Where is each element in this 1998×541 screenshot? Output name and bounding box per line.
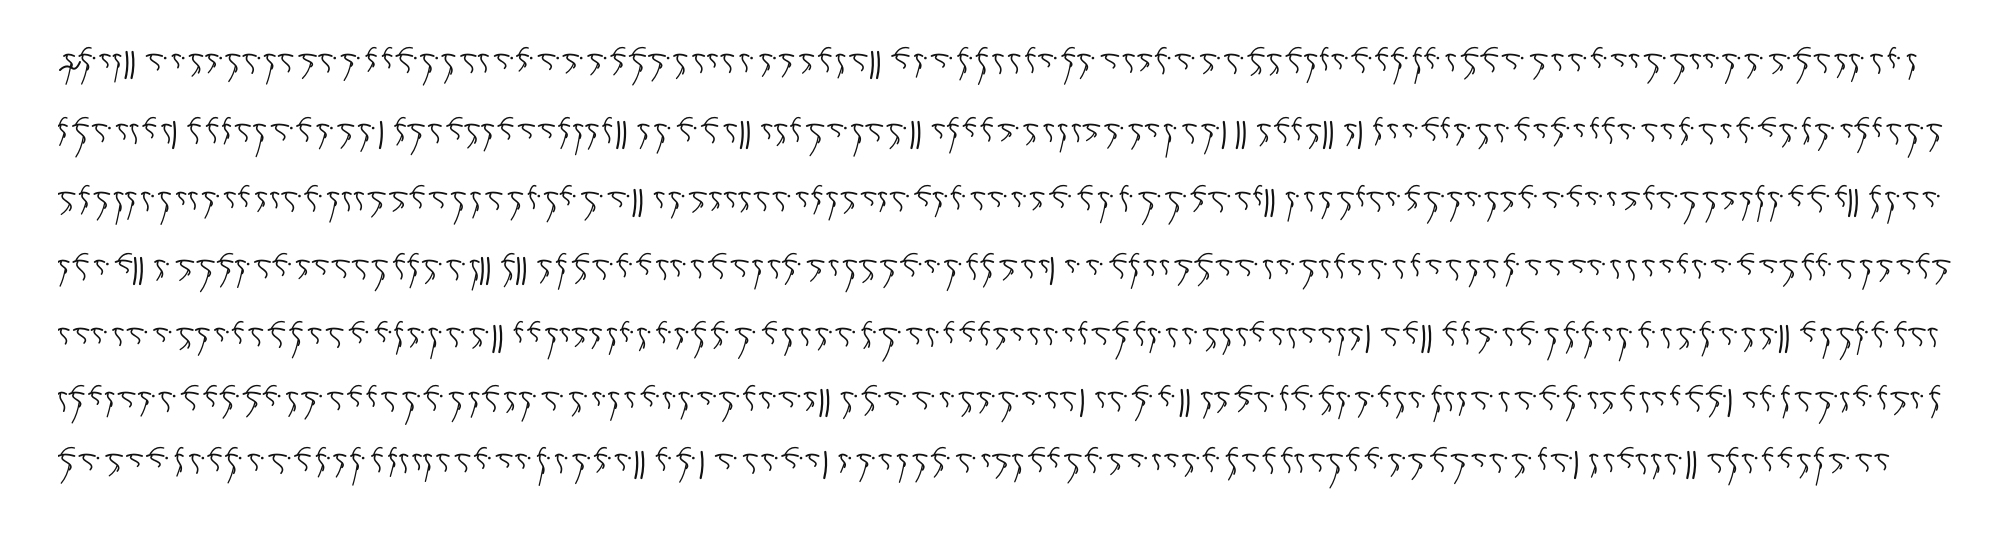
handwriting-stroke-group <box>58 312 1958 368</box>
handwriting-stroke-group <box>58 376 1958 432</box>
handwriting-stroke-group <box>58 38 1958 94</box>
manuscript-line-2 <box>58 108 1958 164</box>
manuscript-line-5 <box>58 312 1958 368</box>
handwriting-stroke-group <box>58 176 1958 232</box>
manuscript-line-3 <box>58 176 1958 232</box>
manuscript-line-7 <box>58 438 1958 494</box>
handwriting-stroke-group <box>58 438 1958 494</box>
manuscript-line-4 <box>58 244 1958 300</box>
handwriting-stroke-group <box>58 244 1958 300</box>
manuscript-line-1 <box>58 38 1958 94</box>
handwriting-stroke-group <box>58 108 1958 164</box>
manuscript-line-6 <box>58 376 1958 432</box>
